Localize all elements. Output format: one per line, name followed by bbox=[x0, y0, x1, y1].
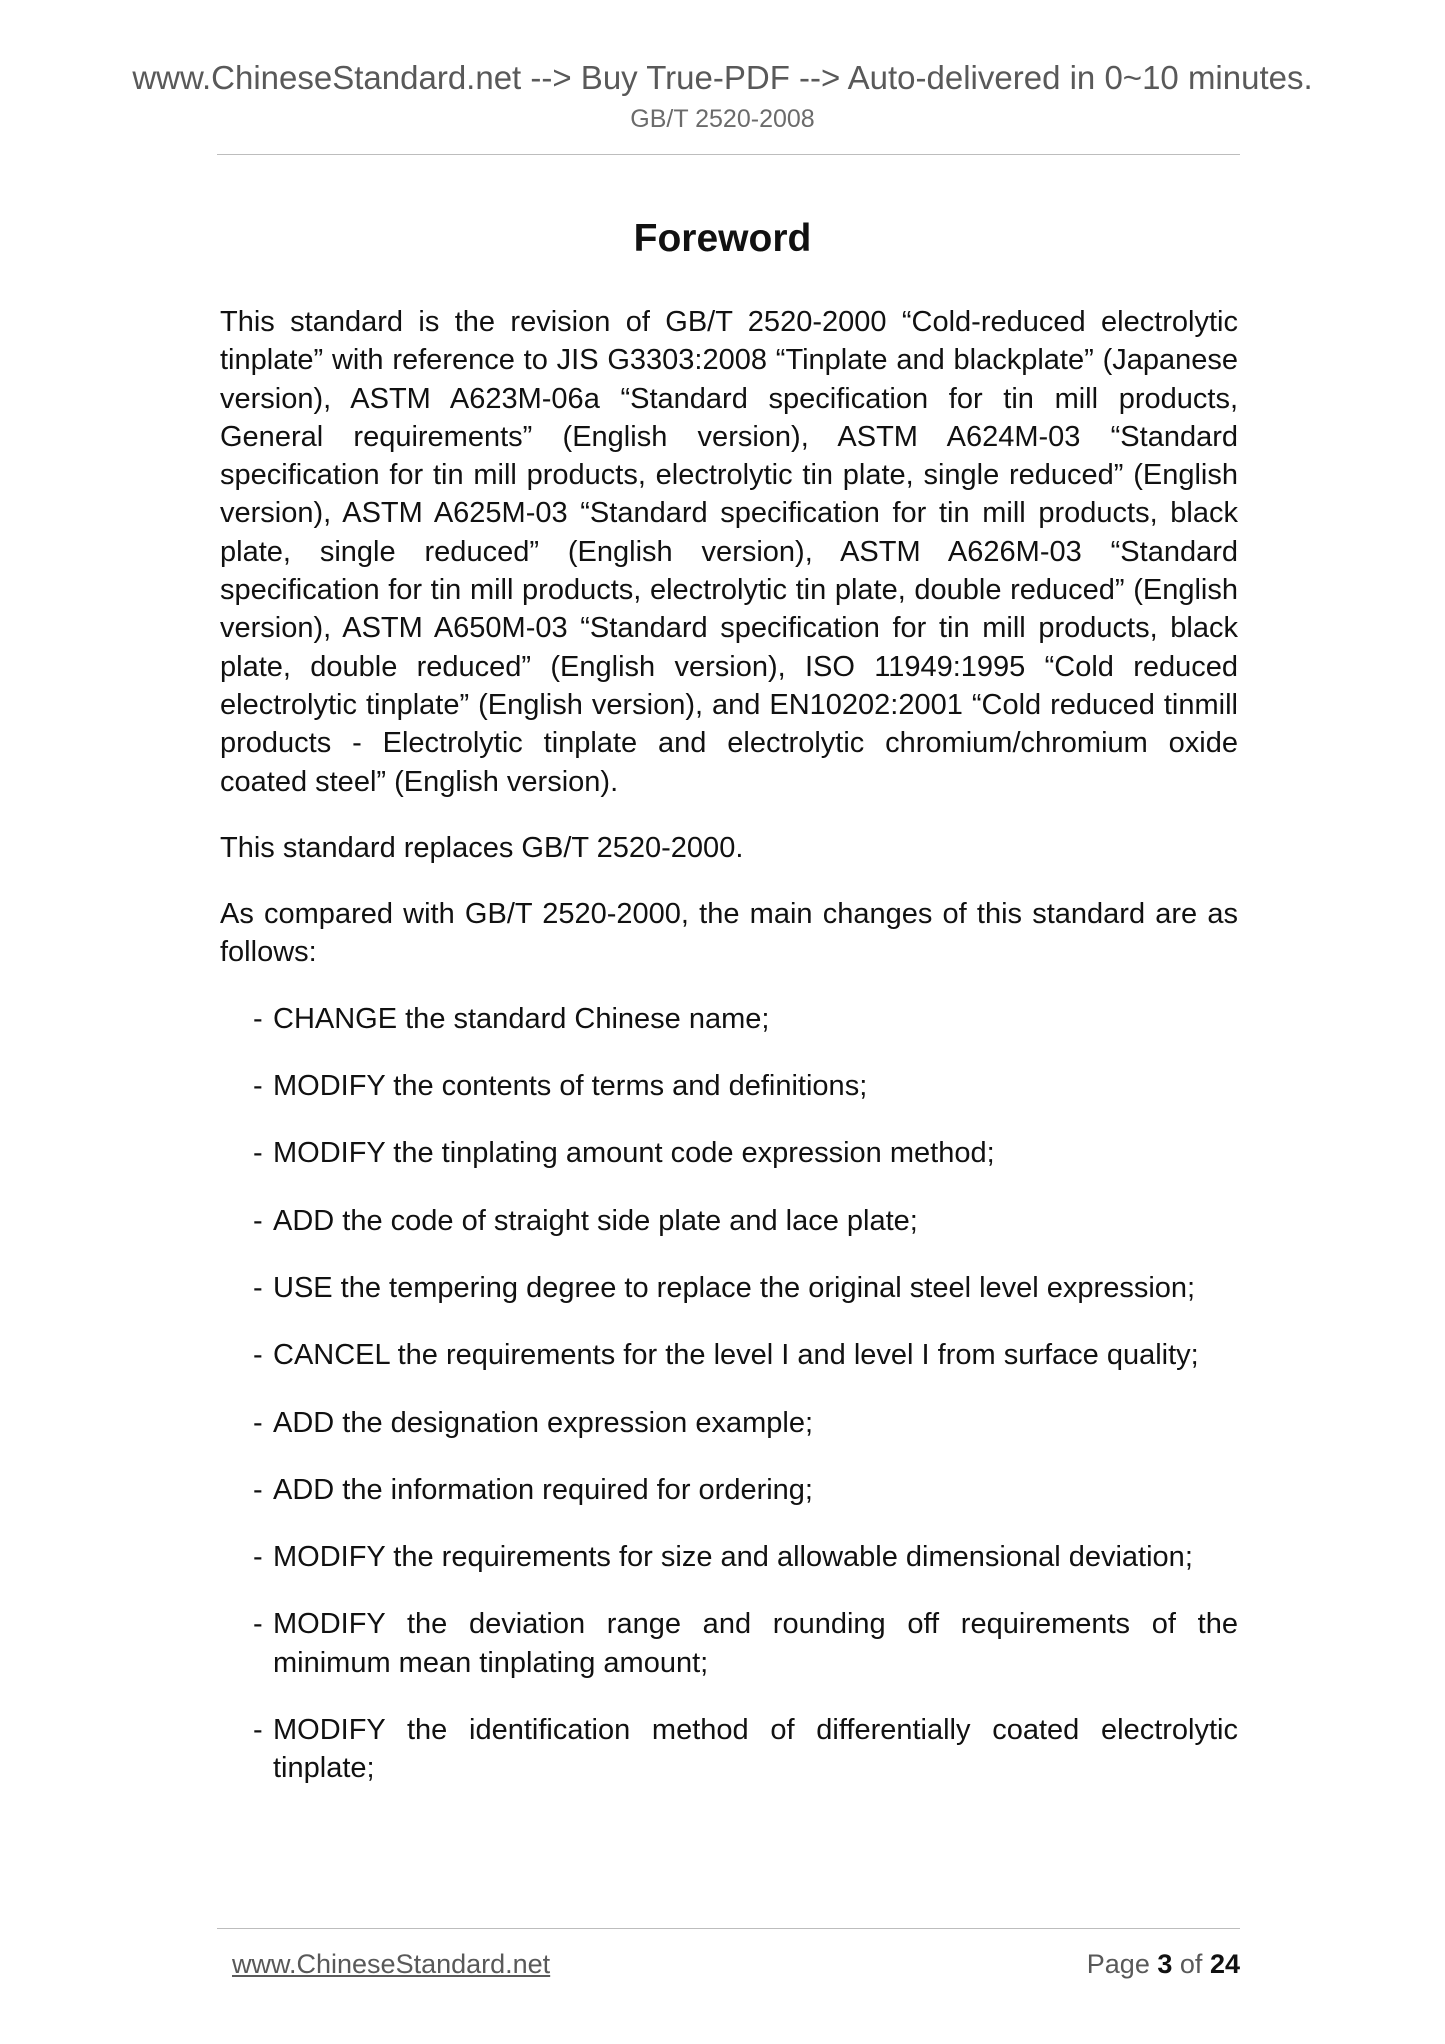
page-total: 24 bbox=[1209, 1949, 1240, 1979]
replaces-paragraph: This standard replaces GB/T 2520-2000. bbox=[220, 831, 744, 864]
list-item-text: ADD the code of straight side plate and lace plate; bbox=[273, 1204, 918, 1237]
header-banner: www.ChineseStandard.net --> Buy True-PDF --> Auto-delivered in 0~10 minutes. bbox=[132, 59, 1313, 96]
list-marker: - bbox=[253, 1002, 263, 1035]
list-item bbox=[220, 1404, 1238, 1442]
header-doc-id: GB/T 2520-2008 bbox=[630, 105, 815, 133]
list-item-text: MODIFY the identification method of differentially coated electrolytic tinplate; bbox=[273, 1714, 1238, 1785]
list-marker: - bbox=[253, 1070, 263, 1103]
list-item-text: CHANGE the standard Chinese name; bbox=[273, 1002, 770, 1035]
page-title: Foreword bbox=[633, 217, 812, 260]
page-prefix: Page bbox=[1086, 1949, 1150, 1979]
footer-divider bbox=[217, 1928, 1240, 1929]
changes-intro-paragraph: As compared with GB/T 2520-2000, the main changes of this standard are as follows: bbox=[220, 898, 1238, 969]
list-item-text: USE the tempering degree to replace the original steel level expression; bbox=[273, 1271, 1196, 1304]
list-marker: - bbox=[253, 1541, 263, 1574]
list-item-text: MODIFY the contents of terms and definitions; bbox=[273, 1070, 868, 1103]
list-marker: - bbox=[253, 1137, 263, 1170]
list-item-text: MODIFY the tinplating amount code expression method; bbox=[273, 1137, 995, 1170]
list-marker: - bbox=[253, 1608, 263, 1641]
list-item bbox=[220, 1711, 1238, 1788]
list-item bbox=[220, 1471, 1238, 1509]
list-item bbox=[220, 1202, 1238, 1240]
list-item bbox=[220, 1067, 1238, 1105]
page-number bbox=[1087, 1947, 1240, 1981]
foreword-body bbox=[220, 303, 1238, 1817]
list-item bbox=[220, 1269, 1238, 1307]
list-item bbox=[220, 1336, 1238, 1374]
list-marker: - bbox=[253, 1714, 263, 1747]
changes-list bbox=[220, 1000, 1238, 1788]
list-marker: - bbox=[253, 1406, 263, 1439]
list-item bbox=[220, 1605, 1238, 1682]
header-divider bbox=[217, 154, 1240, 155]
page-current: 3 bbox=[1157, 1949, 1173, 1979]
list-item-text: ADD the designation expression example; bbox=[273, 1406, 814, 1439]
list-item bbox=[220, 1000, 1238, 1038]
intro-paragraph: This standard is the revision of GB/T 2520-2000 “Cold-reduced electrolytic tinplate” with reference to JIS G3303:2008 “Tinplate and blackplate” (Japanese version), ASTM A623M-06a “Standard specification for tin mill products, General requirements” (English version), ASTM A624M-03 “Standard specification for tin mill products, electrolytic tin plate, single reduced” (English version), ASTM A625M-03 “Standard specification for tin mill products, black plate, single reduced” (English version), ASTM A626M-03 “Standard specification for tin mill products, electrolytic tin plate, double reduced” (English version), ASTM A650M-03 “Standard specification for tin mill products, black plate, double reduced” (English version), ISO 11949:1995 “Cold reduced electrolytic tinplate” (English version), and EN10202:2001 “Cold reduced tinmill products - Electrolytic tinplate and electrolytic chromium/chromium oxide coated steel” (English version). bbox=[220, 306, 1238, 798]
footer-site-link[interactable]: www.ChineseStandard.net bbox=[232, 1949, 551, 1979]
list-marker: - bbox=[253, 1339, 263, 1372]
list-item-text: MODIFY the deviation range and rounding off requirements of the minimum mean tinplating amount; bbox=[273, 1608, 1238, 1679]
list-marker: - bbox=[253, 1204, 263, 1237]
list-item bbox=[220, 1134, 1238, 1172]
page-sep: of bbox=[1179, 1949, 1203, 1979]
list-item bbox=[220, 1538, 1238, 1576]
list-item-text: ADD the information required for ordering; bbox=[273, 1473, 813, 1506]
list-item-text: MODIFY the requirements for size and allowable dimensional deviation; bbox=[273, 1541, 1193, 1574]
list-marker: - bbox=[253, 1473, 263, 1506]
list-marker: - bbox=[253, 1271, 263, 1304]
list-item-text: CANCEL the requirements for the level I and level I from surface quality; bbox=[273, 1339, 1199, 1372]
